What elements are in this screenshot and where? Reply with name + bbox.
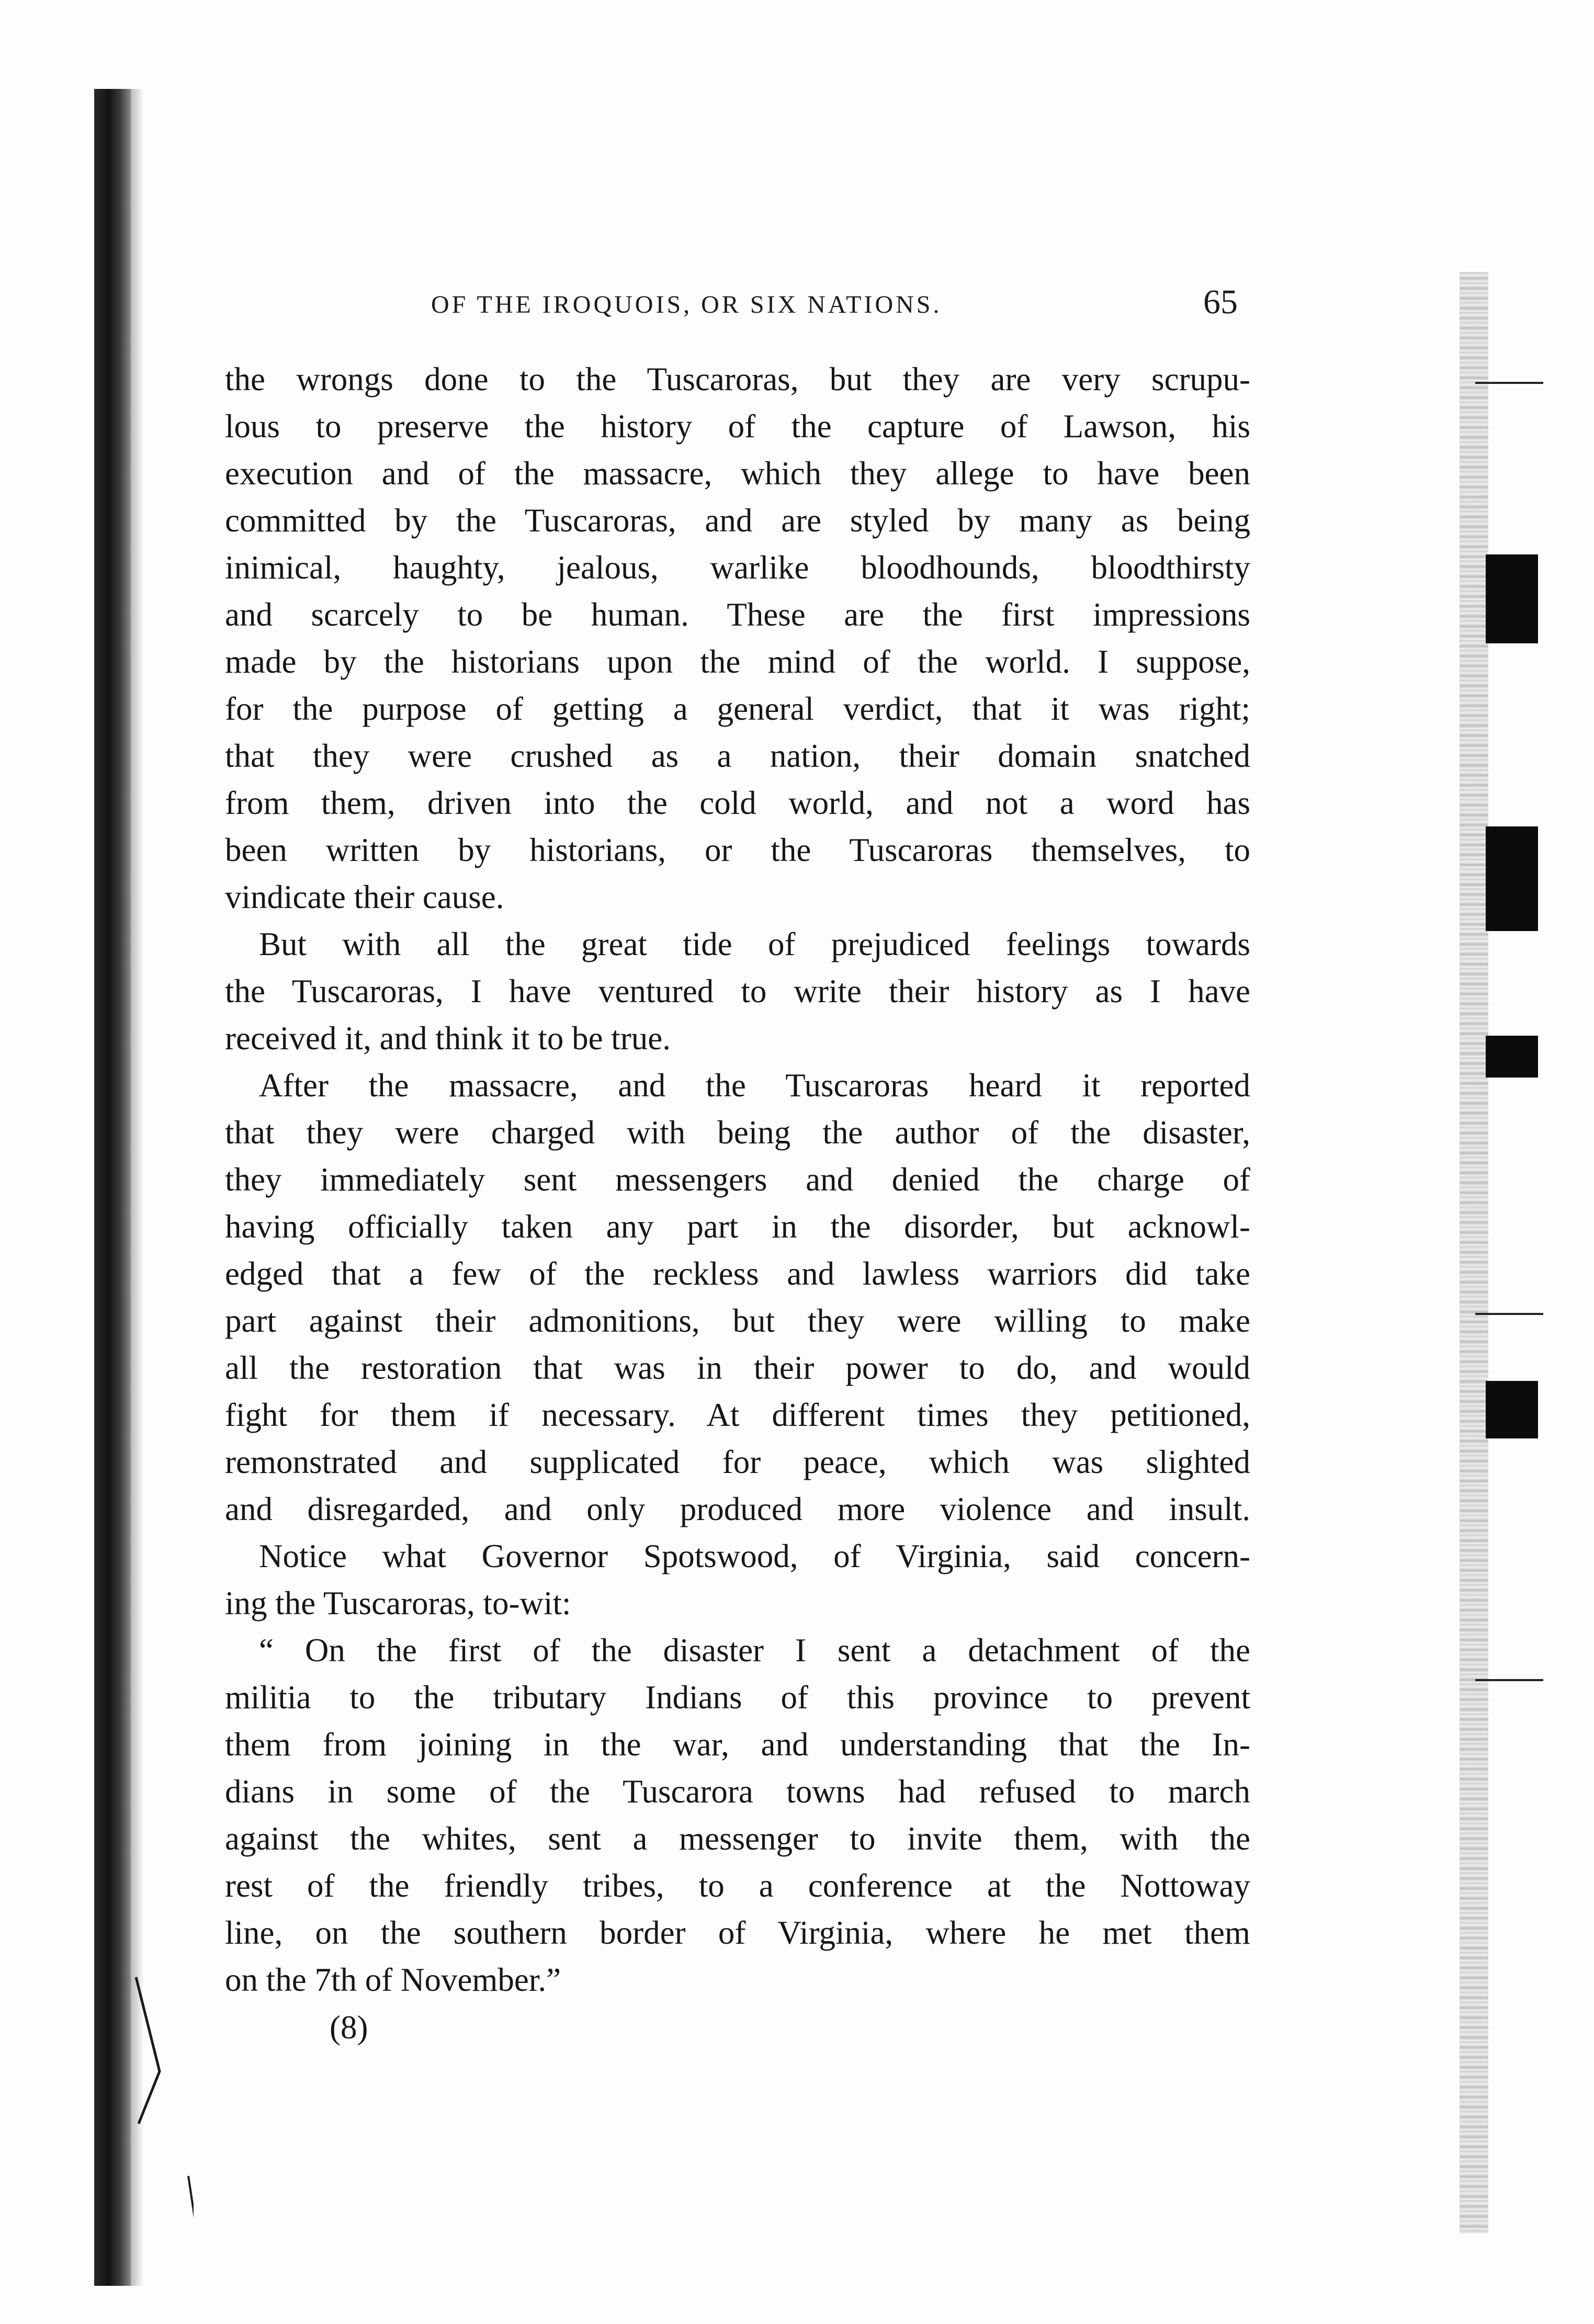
binding-curve-mark (131, 1894, 194, 2312)
text-line: line, on the southern border of Virginia, where he met them (225, 1914, 1250, 1951)
text-line: fight for them if necessary. At different times they petitioned, (225, 1397, 1250, 1433)
page-edge-right (1460, 272, 1488, 2234)
text-line: they immediately sent messengers and denied the charge of (225, 1161, 1250, 1198)
text-line: militia to the tributary Indians of this province to prevent (225, 1679, 1250, 1716)
text-line: and disregarded, and only produced more violence and insult. (225, 1491, 1250, 1527)
text-line: “ On the first of the disaster I sent a detachment of the (259, 1632, 1250, 1669)
text-line: that they were charged with being the author of the disaster, (225, 1114, 1250, 1151)
text-line: lous to preserve the history of the capture of Lawson, his (225, 408, 1250, 445)
text-line: against the whites, sent a messenger to invite them, with the (225, 1820, 1250, 1857)
text-line: dians in some of the Tuscarora towns had refused to march (225, 1773, 1250, 1810)
text-line: execution and of the massacre, which they allege to have been (225, 455, 1250, 492)
text-line: having officially taken any part in the disorder, but acknowl- (225, 1208, 1250, 1245)
edge-rule (1475, 1313, 1543, 1315)
edge-block (1486, 826, 1538, 931)
binding-shadow (94, 89, 131, 2286)
text-line: But with all the great tide of prejudiced feelings towards (259, 926, 1250, 962)
edge-block (1486, 1381, 1538, 1438)
text-line: part against their admonitions, but they were willing to make (225, 1302, 1250, 1339)
text-line: made by the historians upon the mind of the world. I suppose, (225, 643, 1250, 680)
signature-mark: (8) (330, 2009, 368, 2046)
text-line: ing the Tuscaroras, to-wit: (225, 1585, 571, 1622)
running-head: OF THE IROQUOIS, OR SIX NATIONS. (431, 291, 942, 319)
text-line: all the restoration that was in their power to do, and would (225, 1350, 1250, 1386)
text-line: from them, driven into the cold world, and not a word has (225, 785, 1250, 821)
text-line: remonstrated and supplicated for peace, which was slighted (225, 1444, 1250, 1480)
text-line: inimical, haughty, jealous, warlike bloodhounds, bloodthirsty (225, 549, 1250, 586)
text-line: committed by the Tuscaroras, and are styled by many as being (225, 502, 1250, 539)
text-line: been written by historians, or the Tuscaroras themselves, to (225, 832, 1250, 868)
text-line: After the massacre, and the Tuscaroras heard it reported (259, 1067, 1250, 1104)
text-line: rest of the friendly tribes, to a conference at the Nottoway (225, 1867, 1250, 1904)
text-line: received it, and think it to be true. (225, 1020, 671, 1057)
text-line: them from joining in the war, and understanding that the In- (225, 1726, 1250, 1763)
text-line: Notice what Governor Spotswood, of Virginia, said concern- (259, 1538, 1250, 1574)
edge-block (1486, 1036, 1538, 1078)
edge-rule (1475, 382, 1543, 384)
edge-block (1486, 554, 1538, 643)
text-line: for the purpose of getting a general verdict, that it was right; (225, 690, 1250, 727)
page-number: 65 (1203, 283, 1238, 321)
text-line: the Tuscaroras, I have ventured to write their history as I have (225, 973, 1250, 1010)
text-line: the wrongs done to the Tuscaroras, but they are very scrupu- (225, 361, 1250, 398)
text-line: on the 7th of November.” (225, 1962, 561, 1998)
text-line: edged that a few of the reckless and lawless warriors did take (225, 1255, 1250, 1292)
text-line: and scarcely to be human. These are the first impressions (225, 596, 1250, 633)
text-line: that they were crushed as a nation, their domain snatched (225, 738, 1250, 774)
edge-rule (1475, 1679, 1543, 1681)
text-line: vindicate their cause. (225, 879, 504, 915)
